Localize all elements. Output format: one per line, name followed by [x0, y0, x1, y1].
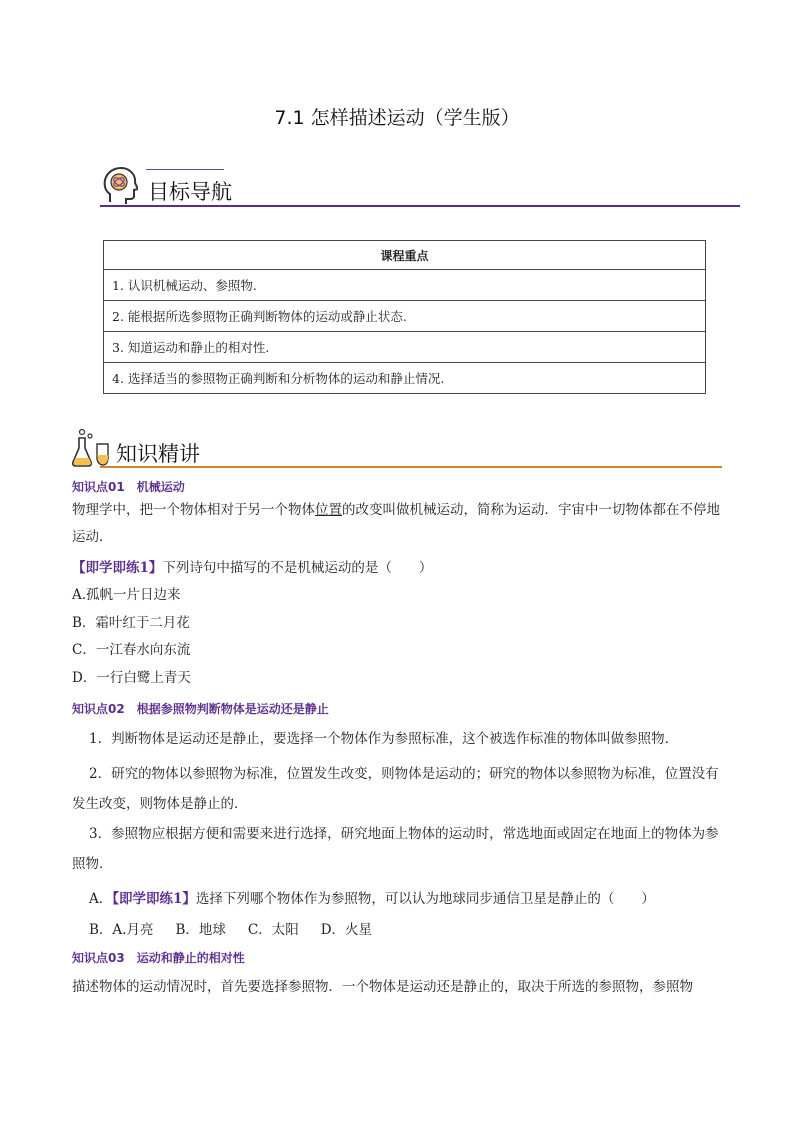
table-row: 2. 能根据所选参照物正确判断物体的运动或静止状态.: [104, 301, 706, 332]
kp-label: 知识点01: [72, 480, 125, 494]
knowledge-section-divider: [100, 466, 722, 468]
exercise-tag: 【即学即练1】: [112, 891, 196, 907]
goal-section-header: [100, 160, 740, 210]
knowledge-point-3-heading: [72, 949, 245, 966]
goal-section-divider: [100, 205, 740, 207]
page-title: 7.1 怎样描述运动（学生版）: [274, 107, 520, 129]
kp-title: 根据参照物判断物体是运动还是静止: [136, 702, 329, 716]
goal-section-heading: 目标导航: [148, 180, 232, 204]
knowledge-section-heading: 知识精讲: [116, 442, 200, 466]
kp1-paragraph: 物理学中，把一个物体相对于另一个物体位置的改变叫做机械运动，简称为运动．宇宙中一切物体都在不停地运动．: [72, 502, 720, 545]
exercise-question: 选择下列哪个物体作为参照物，可以认为地球同步通信卫星是静止的（ ）: [195, 891, 655, 907]
table-row: 3. 知道运动和静止的相对性.: [104, 332, 706, 363]
table-row: 1. 认识机械运动、参照物.: [104, 270, 706, 301]
option-b: B．地球: [175, 922, 226, 938]
brain-head-icon: [102, 166, 138, 206]
flask-icon: [70, 428, 110, 468]
option-c: C．太阳: [247, 922, 299, 938]
knowledge-point-2-heading: [72, 700, 329, 717]
knowledge-point-1-heading: [72, 478, 185, 495]
kp2-point-2: 2．研究的物体以参照物为标准，位置发生改变，则物体是运动的；研究的物体以参照物为标准，位置没有发生改变，则物体是静止的．: [72, 766, 719, 812]
kp-title: 机械运动: [136, 480, 185, 494]
kp-label: 知识点03: [72, 951, 125, 965]
exercise-question: 下列诗句中描写的不是机械运动的是（ ）: [162, 560, 433, 576]
course-focus-table: [103, 240, 706, 394]
table-row: 4. 选择适当的参照物正确判断和分析物体的运动和静止情况.: [104, 363, 706, 394]
kp2-point-1: 1．判断物体是运动还是静止，要选择一个物体作为参照标准，这个被选作标准的物体叫做参照物．: [89, 731, 679, 747]
kp2-options: [89, 918, 372, 938]
option-d: D．火星: [320, 922, 373, 938]
underlined-term: 位置: [315, 502, 342, 518]
exercise-tag: 【即学即练1】: [72, 560, 163, 576]
kp-title: 运动和静止的相对性: [136, 951, 245, 965]
kp1-exercise: [72, 556, 432, 576]
kp2-point-3: 3．参照物应根据方便和需要来进行选择，研究地面上物体的运动时，常选地面或固定在地面上的物体为参照物．: [72, 826, 719, 872]
option-a: B．A.月亮: [89, 922, 154, 938]
kp-label: 知识点02: [72, 702, 125, 716]
option-d: D．一行白鹭上青天: [72, 670, 191, 686]
kp3-paragraph: 描述物体的运动情况时，首先要选择参照物．一个物体是运动还是静止的，取决于所选的参照物，参照物: [72, 979, 693, 995]
header-accent-line: [146, 169, 224, 170]
option-b: B．霜叶红于二月花: [72, 615, 190, 631]
table-header: 课程重点: [104, 241, 706, 270]
option-c: C．一江春水向东流: [72, 642, 191, 658]
option-a: A.孤帆一片日边来: [72, 587, 181, 603]
kp2-exercise: A．【即学即练1】选择下列哪个物体作为参照物，可以认为地球同步通信卫星是静止的（ ）: [89, 891, 655, 907]
knowledge-section-header: [70, 426, 722, 468]
